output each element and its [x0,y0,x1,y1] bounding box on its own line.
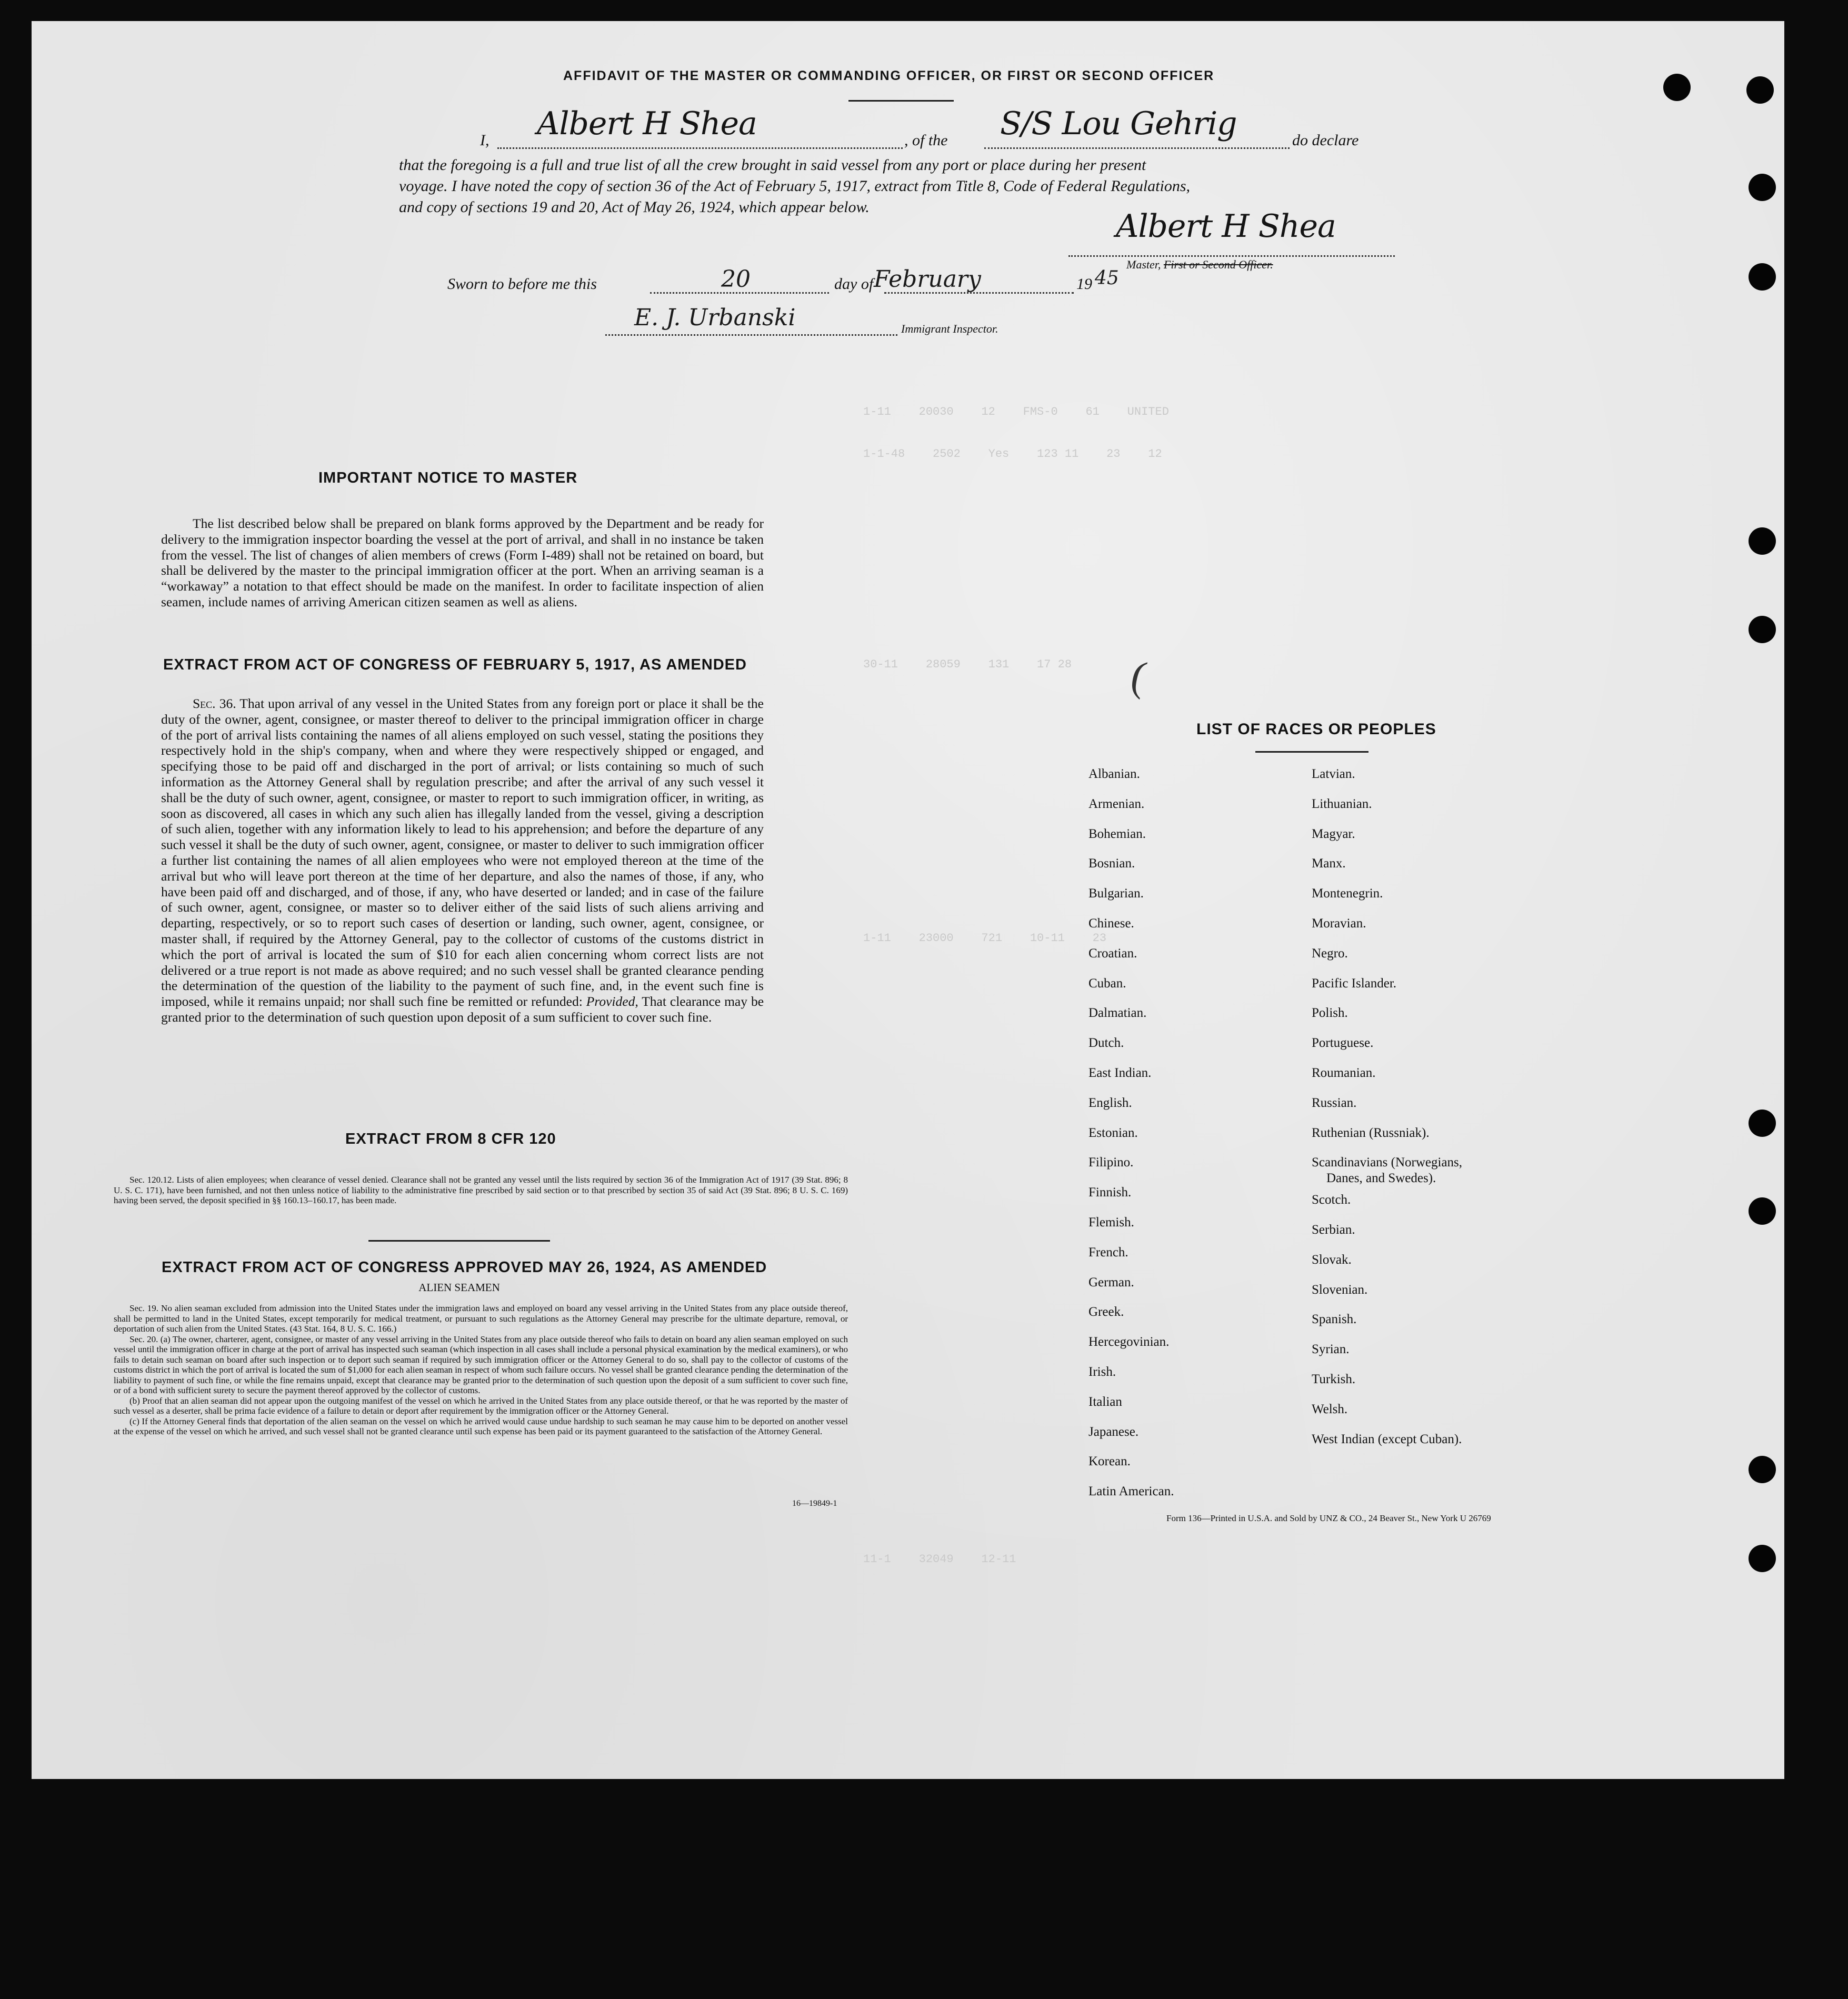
binder-hole [1746,76,1774,104]
declaration-declare-label: do declare [1292,132,1359,149]
races-rule [1255,751,1368,753]
alien-seamen-subheading: ALIEN SEAMEN [418,1281,500,1294]
sworn-day-label: day of [834,275,874,293]
section-36-paragraph [161,696,764,1025]
race-item: Irish. [1088,1365,1116,1379]
race-item: Chinese. [1088,916,1134,931]
binder-hole [1749,527,1776,555]
binder-hole [1749,1456,1776,1483]
race-item: Latin American. [1088,1484,1174,1499]
race-item: Moravian. [1312,916,1366,931]
binder-hole [1749,1110,1776,1137]
notice-paragraph: The list described below shall be prepared on blank forms approved by the Department and be ready for delivery to the immigration inspector boarding the vessel at the port of arrival, and shall in no instance be taken from the vessel. The list of changes of alien members of crews (Form I-489) shall not be retained on board, but shall be delivered by the master to the principal immigration officer at the port. When an arriving seaman is a “workaway” a notation to that effect should be made on the manifest. In order to facilitate inspection of alien seamen, include names of arriving American citizen seamen as well as aliens. [161,516,764,609]
extract-1924-heading: EXTRACT FROM ACT OF CONGRESS APPROVED MAY 26, 1924, AS AMENDED [162,1259,767,1276]
vessel-name-handwritten: S/S Lou Gehrig [1000,105,1237,142]
race-item: Bosnian. [1088,856,1135,871]
race-item: English. [1088,1095,1132,1110]
section-20a-paragraph: Sec. 20. (a) The owner, charterer, agent, consignee, or master of any vessel arriving in the United States from any place outside thereof who fails to detain on board any alien seaman employed on such vessel until the immigration officer in charge at the port of arrival has inspected such seaman (which inspection in all cases shall include a personal physical examination by the medical examiners), or who fails to detain such seaman on board after such inspection or to deport such seaman if required by such immigration officer or the Attorney General to do so, shall pay to the collector of customs of the customs district in which the port of arrival is located the sum of $1,000 for each alien seaman in respect of whom such failure occurs. No vessel shall be granted clearance pending the determination of the liability to payment of such fine, or while the fine remains unpaid, except that clearance may be granted prior to the determination of such question upon the deposit of a sum sufficient to cover such fine, or of a bond with sufficient surety to secure the payment thereof approved by the collector of customs. [114,1334,848,1395]
sworn-year-handwritten: 45 [1095,267,1119,289]
proviso-text: That clearance may be granted prior to the determination of such question upon deposit of a sum sufficient to cover such fine. [161,994,764,1025]
affidavit-title: AFFIDAVIT OF THE MASTER OR COMMANDING OFFICER, OR FIRST OR SECOND OFFICER [563,68,1215,83]
sworn-month-handwritten: February [874,266,981,293]
race-item: Portuguese. [1312,1036,1374,1051]
race-item: Estonian. [1088,1125,1138,1140]
race-item: Montenegrin. [1312,886,1383,901]
binder-hole [1749,263,1776,291]
race-item: Flemish. [1088,1215,1134,1230]
bleed-through: 1-11 23000 721 10-11 23 [863,932,1107,945]
race-item: Danes, and Swedes). [1326,1171,1436,1186]
print-code: 16—19849-1 [792,1499,837,1508]
declaration-i-label: I, [480,132,490,149]
races-heading: LIST OF RACES OR PEOPLES [1196,721,1436,738]
race-item: Albanian. [1088,767,1140,781]
race-item: Bulgarian. [1088,886,1144,901]
declaration-line-2: that the foregoing is a full and true list of all the crew brought in said vessel from any port or place during her present [399,156,1146,174]
race-item: Finnish. [1088,1185,1132,1200]
extract-cfr-heading: EXTRACT FROM 8 CFR 120 [345,1131,556,1147]
proviso-word: Provided, [586,994,638,1010]
race-item: Japanese. [1088,1424,1139,1439]
cfr-paragraph: Sec. 120.12. Lists of alien employees; when clearance of vessel denied. Clearance shall not be granted any vessel until the lists required by section 36 of the Immigration Act of 1917 (39 Stat. 896; 8 U. S. C. 171), have been furnished, and not then unless notice of liability to the administrative fine prescribed by said section or to that prescribed by section 35 of said Act (39 Stat. 896; 8 U. S. C. 169) having been served, the deposit specified in §§ 160.13–160.17, has been made. [114,1175,848,1205]
inspector-signature-line [605,334,897,336]
race-item: Negro. [1312,946,1348,961]
race-item: Syrian. [1312,1342,1350,1357]
bleed-through: 1-11 20030 12 FMS-0 61 UNITED [863,405,1169,418]
race-item: Pacific Islander. [1312,976,1397,991]
race-item: Bohemian. [1088,826,1146,841]
master-name-line [497,147,903,149]
race-item: Ruthenian (Russniak). [1312,1125,1430,1140]
race-item: French. [1088,1245,1128,1260]
binder-hole [1663,74,1691,101]
extract-1917-body [161,696,764,1025]
race-item: West Indian (except Cuban). [1312,1432,1462,1446]
sworn-prefix: Sworn to before me this [447,275,597,293]
master-caption-officer: First or Second Officer. [1163,258,1273,271]
race-item: Spanish. [1312,1312,1357,1327]
notice-heading: IMPORTANT NOTICE TO MASTER [318,469,578,486]
bleed-through: 30-11 28059 131 17 28 [863,658,1072,671]
section-divider [368,1240,550,1242]
race-item: Hercegovinian. [1088,1335,1170,1350]
race-item: German. [1088,1275,1134,1290]
race-item: Magyar. [1312,826,1355,841]
master-caption [1126,258,1273,272]
section-36-label: Sec. 36. [193,696,236,711]
inspector-caption: Immigrant Inspector. [901,322,998,335]
sworn-day-handwritten: 20 [721,266,751,293]
race-item: Slovenian. [1312,1282,1368,1297]
vessel-name-line [984,147,1290,149]
race-item: East Indian. [1088,1066,1152,1080]
title-rule [848,100,954,102]
section-19-paragraph: Sec. 19. No alien seaman excluded from admission into the United States under the immigration laws and employed on board any vessel arriving in the United States from any place outside thereof, shall be permitted to land in the United States, except temporarily for medical treatment, or pursuant to such regulations as the Attorney General may prescribe for the ultimate departure, removal, or deportation of such alien from the United States. (43 Stat. 164, 8 U. S. C. 166.) [114,1303,848,1334]
race-item: Filipino. [1088,1155,1134,1170]
section-20b-paragraph: (b) Proof that an alien seaman did not appear upon the outgoing manifest of the vessel on which he arrived in the United States from any place outside thereof, or that he was reported by the master of such vessel as a deserter, shall be prima facie evidence of a failure to detain or deport after requirement by the immigration officer or the Attorney General. [114,1395,848,1416]
race-item: Slovak. [1312,1252,1352,1267]
sworn-year-prefix: 19 [1076,275,1092,293]
race-item: Cuban. [1088,976,1126,991]
declaration-line-3: voyage. I have noted the copy of section 36 of the Act of February 5, 1917, extract from Title 8, Code of Federal Regulations, [399,177,1191,195]
section-36-text: That upon arrival of any vessel in the United States from any foreign port or place it shall be the duty of the owner, agent, consignee, or master thereof to deliver to the principal immigration officer in charge of the port of arrival lists containing the names of all aliens employed on such vessel, stating the positions they respectively hold in the ship's company, when and where they were respectively shipped or engaged, and specifying those to be paid off and discharged in the port of arrival; or lists containing so much of such information as the Attorney General shall by regulation prescribe; and after the arrival of any such vessel it shall be the duty of such owner, agent, consignee, or master to report to such immigration officer, in writing, as soon as discovered, all cases in which any such alien has illegally landed from the vessel, giving a description of such alien, together with any information likely to lead to his apprehension; and before the departure of any such vessel it shall be the duty of such owner, agent, consignee, or master to deliver to such immigration officer a further list containing the names of all alien employees who were not employed thereon at the time of the arrival but who will leave port thereon at the time of her departure, and also the names of those, if any, who have been paid off and discharged, and of those, if any, who have deserted or landed; and in case of the failure of such owner, agent, consignee, or master so to deliver either of the said lists of such aliens arriving and departing, respectively, or so to report such cases of desertion or landing, such owner, agent, consignee, or master shall, if required by the Attorney General, pay to the collector of customs of the customs district in which the port of arrival is located the sum of $10 for each alien concerning whom correct lists are not delivered or a true report is not made as above required; and no such vessel shall be granted clearance pending the determination of the question of the liability to the payment of such fine, and, in the event such fine is imposed, while it remains unpaid; nor shall such fine be remitted or refunded: [161,696,764,1010]
race-item: Polish. [1312,1006,1348,1021]
race-item: Korean. [1088,1454,1131,1469]
notice-body [161,516,764,610]
inspector-signature: E. J. Urbanski [634,304,796,331]
race-item: Serbian. [1312,1223,1355,1237]
binder-hole [1749,1545,1776,1572]
race-item: Scotch. [1312,1193,1351,1207]
race-item: Italian [1088,1394,1122,1409]
binder-hole [1749,616,1776,643]
master-caption-master: Master, [1126,258,1161,271]
race-item: Latvian. [1312,767,1355,781]
race-item: Croatian. [1088,946,1137,961]
race-item: Roumanian. [1312,1066,1376,1080]
declaration-of-the-label: , of the [904,132,948,149]
bleed-through: 1-1-48 2502 Yes 123 11 23 12 [863,447,1162,461]
form-footer: Form 136—Printed in U.S.A. and Sold by UNZ & CO., 24 Beaver St., New York U 26769 [1166,1513,1491,1523]
race-item: Lithuanian. [1312,796,1372,811]
binder-hole [1749,1197,1776,1225]
race-item: Welsh. [1312,1402,1348,1416]
race-item: Greek. [1088,1305,1124,1320]
extract-1917-heading: EXTRACT FROM ACT OF CONGRESS OF FEBRUARY 5, 1917, AS AMENDED [163,656,747,673]
race-item: Dalmatian. [1088,1006,1147,1021]
master-signature-line [1068,255,1395,257]
master-signature: Albert H Shea [1116,208,1336,245]
race-item: Dutch. [1088,1036,1124,1051]
extract-cfr-body [114,1175,848,1206]
master-name-signature: Albert H Shea [537,105,757,142]
race-item: Turkish. [1312,1372,1356,1386]
race-item: Scandinavians (Norwegians, [1312,1155,1463,1170]
section-20c-paragraph: (c) If the Attorney General finds that deportation of the alien seaman on the vessel on which he arrived would cause undue hardship to such seaman he may cause him to be deported on another vessel at the expense of the vessel on which he arrived, and such vessel shall not be granted clearance until such expense has been paid or its payment guaranteed to the satisfaction of the Attorney General. [114,1416,848,1436]
bleed-through: 11-1 32049 12-11 [863,1553,1016,1566]
pencil-mark: ( [1127,652,1151,701]
race-item: Armenian. [1088,796,1145,811]
race-item: Russian. [1312,1095,1357,1110]
declaration-line-4: and copy of sections 19 and 20, Act of May 26, 1924, which appear below. [399,198,870,216]
binder-hole [1749,174,1776,201]
race-item: Manx. [1312,856,1346,871]
extract-1924-body [114,1303,848,1437]
